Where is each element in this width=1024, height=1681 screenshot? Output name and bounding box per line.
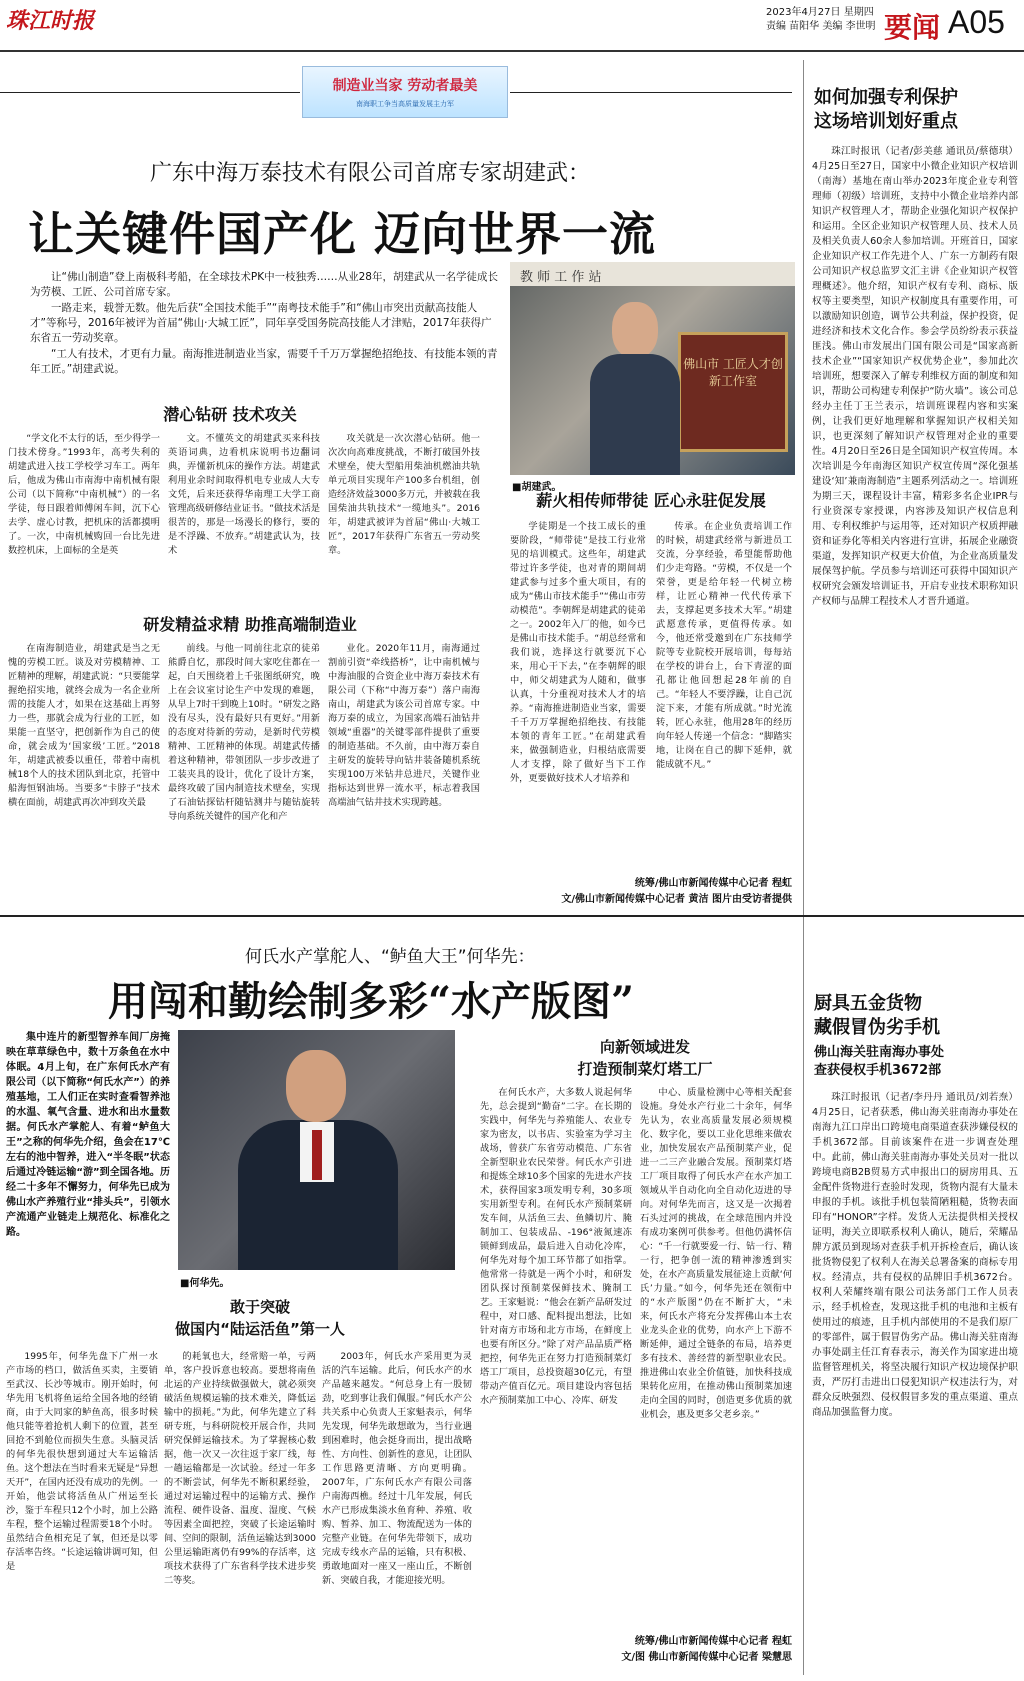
story1-col-c1: 学徒期是一个技工成长的重要阶段，“师带徒”是技工行业常见的培训模式。这些年，胡建武带过许多学徒，也对青的期间胡建武参与过多个重大项目，有的成为“佛山市技术能手”“佛山市劳动模范”。李朝辉是胡建武的徒弟之一。2002年入厂的他，如今已是佛山市技术能手。“胡总经常和我们说，选择这行就要沉下心来，用心干下去，”在李朝辉的眼中，师父胡建武为人随和，做事认真，十分重视对技术人才的培养。“南海推进制造业当家，需要千千万万掌握绝招绝技、有技能本领的青年工匠。”在胡建武看来，做强制造业，归根结底需要人才支撑，除了做好当下工作外，更要做好技术人才培养和 bbox=[510, 521, 646, 784]
story2-col-a2: 的耗氧也大，经常赔一单，亏两单，客户投诉意也较高。要想将南鱼北运的产业持续做强做大，就必须突破活鱼规模运输的技术难关，降低运输中的损耗。”为此，何华先建立了科研专班，与科研院校开展合作，共同研究保鲜运输技术。为了掌握核心数据，他一次又一次往返于家厂线，每一趟运输都是一次试验。经过一年多的不断尝试，何华先不断积累经验，通过对运输过程中的运输方式、操作流程、硬件设备、温度、湿度、气候等因素全面把控，突破了长途运输时间、空间的限制，活鱼运输达到3000公里运输距离仍有99%的存活率，这项技术获得了广东省科学技术进步奖二等奖。 bbox=[164, 1351, 316, 1586]
paper-logo: 珠江时报 bbox=[6, 8, 95, 34]
date-line: 2023年4月27日 星期四 责编 苗阳华 美编 李世明 bbox=[766, 7, 876, 32]
story1-photo bbox=[510, 262, 795, 475]
story1-subhead-3: 薪火相传师带徒 匠心永驻促发展 bbox=[536, 491, 766, 510]
story2-col-a3: 2003年，何氏水产采用更为灵活的汽车运输。此后，何氏水产的水产品越来越发。“何总身上有一股韧劲，吃到事让我们佩服。”何氏水产公共关系中心负责人王家魁表示，何华先发现，何华先敢想敢为，当行业遇到困难时，他会挺身而出，提出战略性、方向性、创新性的意见，让团队工作思路更清晰、方向更明确。2007年，广东何氏水产有限公司落户南海西樵。经过十几年发展，何氏水产已形成集淡水鱼育种、养殖、收购、暂养、加工、物流配送为一体的完整产业链。在何华先带领下，成功完成专线水产品的运输，只有积极、勇敢地面对一座又一座山丘，不断创新、突破自我，才能迎接光明。 bbox=[322, 1351, 472, 1586]
story2-col-a1: 1995年，何华先盘下广州一水产市场的档口，做活鱼买卖，主要销至武汉、长沙等城市。刚开始时，何华先用飞机将鱼运给全国各地的经销商，由于大同家的鲈鱼高，很多时候他只能等着抢机人剩下的位置，甚至回抢不到舱位而损失生意。头脑灵活的何华先很快想到通过大车运输活鱼。这个想法在当时看来无疑是“异想天开”，在国内还没有成功的先例。一开始，他尝试将活鱼从广州运至长沙，鉴于车程只12个小时，加上公路车程，整个运输过程需要18个小时。虽然结合鱼相充足了氧，但还是以零存活率告终。“长途运输讲调可知，但是 bbox=[6, 1351, 158, 1572]
divider bbox=[0, 92, 300, 93]
sidebar2-subhead: 佛山海关驻南海办事处 查获侵权手机3672部 bbox=[814, 1045, 945, 1078]
sidebar1-headline: 如何加强专利保护 这场培训划好重点 bbox=[814, 87, 958, 132]
page-number: A05 bbox=[948, 4, 1005, 40]
portrait-figure bbox=[590, 292, 680, 475]
banner-subtitle: 南海职工争当高质量发展主力军 bbox=[356, 100, 454, 108]
story2-col-b2: 中心、质量检测中心等相关配套设施。身处水产行业二十余年，何华先认为，农业高质量发展必须规模化、数字化，要以工业化思维来做农业，加快发展农产品预制菜产业，促进一二三产业融合发展。预制菜灯塔工厂项目取得了何氏水产在水产加工领域从半自动化向全自动化迈进的导向。对何华先而言，这又是一次揭着石头过河的挑战，在全球范围内并没有成功案例可供参考。但他仍满怀信心：“千一行就要爱一行、钻一行、精一行，把争创一流的精神渗透到实处，在水产高质量发展征途上贡献‘何氏’力量。”如今，何华先还在领衔中的“水产版图”仍在不断扩大，“未来，何氏水产将充分发挥佛山本土农业龙头企业的优势，向水产上下游不断延伸，通过全链条的布局，培养更多有技术、善经营的新型职业农民。推进佛山农业全价值链，加快科技成果转化应用，在推动佛山预制菜加速走向全国的同时，创造更多优质的就业机会，惠及更多父老乡亲。” bbox=[640, 1087, 792, 1420]
story2-kicker: 何氏水产掌舵人、“鲈鱼大王”何华先： bbox=[245, 947, 535, 967]
story1-photo-caption: ■胡建武。 bbox=[512, 482, 562, 493]
story-separator bbox=[0, 915, 1024, 917]
story1-col-c2: 传承。在企业负责培训工作的时候，胡建武经常与新进员工交流，分享经验，希望能帮助他们少走弯路。“劳模，不仅是一个荣誉，更是给年轻一代树立榜样，让匠心精神一代代传承下去，支撑起更多技术大军。”胡建武愿意传承，更值得传承。如今，他还常受邀到在广东技师学院等专业院校开展培训，每每站在学校的讲台上，台下青涩的面孔都让他回想起28年前的自己。“年轻人不要浮躁，让自己沉淀下来，才能有所成就。”时光流转，匠心永驻，他用28年的经历向年轻人传递一个信念：“脚踏实地，让岗在自己的脚下延伸，就能成就不凡。” bbox=[656, 521, 792, 770]
story1-col-b1: 在南海制造业，胡建武是当之无愧的劳模工匠。谈及对劳模精神、工匠精神的理解，胡建武说：“只要能掌握绝招实地，就终会成为一名企业所需的技能人才，如果在这基础上再努力一些，那就会成为行业的工匠，如果能一直坚守，把创新作为自己的使命，就会成为‘国家级’工匠。”2018年，胡建武被委以重任，带着中南机械18个人的技术团队到北京，托管中船海恒钢油场。当要多“卡脖子”技术横在面前，胡建武再次冲到攻关最 bbox=[8, 643, 160, 808]
story2-subhead-1: 敢于突破 做国内“陆运活鱼”第一人 bbox=[175, 1298, 345, 1338]
story2-photo-caption: ■何华先。 bbox=[180, 1278, 230, 1289]
story2-headline: 用闯和勤绘制多彩“水产版图” bbox=[108, 978, 635, 1025]
story1-subhead-2: 研发精益求精 助推高端制造业 bbox=[143, 615, 357, 634]
story2-lead: 集中连片的新型智养车间厂房掩映在草草绿色中，数十万条鱼在水中体眠。4月上旬，在广东何氏水产有限公司（以下简称“何氏水产”）的养殖基地，工人们正在实时查看智养池的水温、氧气含量、进水和出水量数据。何氏水产掌舵人、有着“鲈鱼大王”之称的何华先介绍，鱼会在17℃左右的池中智养，进入“半冬眠”状态后通过冷链运输“游”到全国各地。历经二十多年不懈努力，何华先已成为佛山水产养殖行业“排头兵”，引领水产流通产业链走上规范化、标准化之路。 bbox=[6, 1032, 170, 1238]
story1-subhead-1: 潜心钻研 技术攻关 bbox=[163, 405, 297, 424]
column-divider bbox=[803, 60, 804, 1675]
story1-kicker: 广东中海万泰技术有限公司首席专家胡建武： bbox=[150, 161, 591, 186]
story1-headline: 让关键件国产化 迈向世界一流 bbox=[28, 207, 657, 261]
story1-col-b2: 前线。与他一同前往北京的徒弟熊爵自忆，那段时间大家吃住都在一起，白天围绕着上千张图纸研究，晚上在会议室讨论生产中发现的难题，从早上7时干到晚上10时。“研发之路没有尽头，没有最好只有更好。”用新的态度对待新的劳动，是新时代劳模精神、工匠精神的体现。胡建武传播着这种精神，带领团队一步步改进了工装夹具的设计，优化了设计方案，最终攻破了国内制造技术壁垒，实现了石油钻探钻杆随钻测井与随钻旋转导向系统关键件的国产化和产 bbox=[168, 643, 320, 822]
sidebar2-body: 珠江时报讯（记者/李丹丹 通讯员/刘若焘）4月25日，记者获悉，佛山海关驻南海办事处在南海九江口岸出口跨境电商渠道查获涉嫌侵权的手机3672部。目前该案件在进一步调查处理中。此前，佛山海关驻南海办事处关员对一批以跨境电商B2B贸易方式申报出口的厨房用具、五金配件货物进行查验时发现，货物内混有大量未申报的手机。该批手机包装简陋粗糙，货物表面印有“HONOR”字样。发货人无法提供相关授权证明，海关立即联系权利人确认，随后，荣耀品牌方派员到现场对查获手机开拆检查后，确认该批货物侵犯了权利人在海关总署备案的商标专用权。经清点，共有侵权的品牌旧手机3672台。权利人荣耀终端有限公司法务部门工作人员表示，经手机检查，发现这批手机的电池和主板有使用过的痕迹，且手机内部使用的不是我们原厂的零部件，属于假冒伪劣产品。佛山海关驻南海办事处副主任江育春表示，海关作为国家进出境监督管理机关，将坚决履行知识产权边境保护职责，严厉打击进出口侵犯知识产权违法行为，对群众反映强烈、侵权假冒多发的重点渠道、重点商品加强监督力度。 bbox=[812, 1092, 1018, 1418]
campaign-banner bbox=[302, 66, 508, 118]
section-label: 要闻 bbox=[884, 11, 941, 44]
story1-col-a1: “学文化不太行的话，至少得学一门技术傍身。”1993年，高考失利的胡建武进入技工学校学习车工。两年后，他成为佛山市南海中南机械有限公司（以下简称“中南机械”）的一名学徒，每日跟着师傅闲车间，沉下心去学、虚心讨教，把机床的活都摸明了。一次，中南机械购回一台比先进数控机床，上面标的全是英 bbox=[8, 433, 160, 556]
photo-sign-text: 教 师 工 作 站 bbox=[510, 262, 795, 286]
banner-title: 制造业当家 劳动者最美 bbox=[332, 78, 478, 94]
story1-signature: 统筹/佛山市新闻传媒中心记者 程虹 文/佛山市新闻传媒中心记者 黄洁 图片由受访者提供 bbox=[561, 878, 792, 905]
photo-plaque-text: 佛山市 工匠人才创新工作室 bbox=[678, 332, 788, 452]
masthead bbox=[0, 0, 1024, 52]
story1-col-a3: 攻关就是一次次潜心钻研。他一次次向高难度挑战，不断打破国外技术壁垒，使大型船用柴油机燃油共轨单元项目实现年产100多台机组，创造经济效益3000多万元，并被载在我国柴油共轨技术“一缆地头”。2016年，胡建武被评为首届“佛山·大城工匠”，2017年获得广东省五一劳动奖章。 bbox=[328, 433, 480, 556]
story2-subhead-2: 向新领域进发 打造预制菜灯塔工厂 bbox=[577, 1038, 713, 1078]
story1-col-b3: 业化。2020年11月，南海通过割前引资“牵线搭桥”，让中南机械与中海油服的合资企业中海万泰技术有限公司（下称“中海万泰”）落户南海南山，胡建武为该公司首席专家。中海万泰的成立，为国家高端石油钻井领域“重器”的关键零部件提供了重要的制造基础。不久前，由中海万泰自主研发的旋转导向钻井装备随机系统实现100万米钻井总进尺，关键作业指标达到世界一流水平，标志着我国高端油气钻井技术实现跨越。 bbox=[328, 643, 480, 808]
story2-photo bbox=[178, 1030, 455, 1270]
story2-signature: 统筹/佛山市新闻传媒中心记者 程虹 文/图 佛山市新闻传媒中心记者 梁慧思 bbox=[621, 1636, 792, 1663]
sidebar2-headline: 厨具五金货物 藏假冒伪劣手机 bbox=[814, 993, 940, 1038]
divider bbox=[510, 92, 792, 93]
story1-col-a2: 文。不懂英文的胡建武买来科技英语词典，边看机床说明书边翻词典，弄懂新机床的操作方法。胡建武利用业余时间取得机电专业成人大专文凭，后来还获得华南理工大学工商管理高级研修结业证书。“做技术活是很苦的，那是一场漫长的修行，要的是不浮躁、不放弃。”胡建武认为，技术 bbox=[168, 433, 320, 556]
story2-col-b1: 在何氏水产，大多数人说起何华先，总会提到“勤奋”二字。在长期的实践中，何华先与养殖能人、农业专家为密友，以书店、实验室为学习主战场，曾获广东省劳动模范、广东省全新型职业农民荣誉。何氏水产引进和提炼全球10多个国家的先进水产技术，获得国家3项发明专利，30多项实用新型专利。在何氏水产预制菜研发车间，从活鱼三去、鱼鳞切片、腌制加工、包装成品、-196°液氮速冻锁鲜到成品，最后进入自动化冷库，何华先对每个加工环节都了如指掌。他常常一待就是一两个小时，和研发团队探讨预制菜保鲜技术、腌制工艺。王家魁说：“他会在新产品研发过程中，对口感、配料提出想法，比如针对南方市场和北方市场，在鲜度上也要有所区分。”除了对产品品质严格把控，何华先正在努力打造预制菜灯塔工厂项目，总投资超30亿元，有望带动产值百亿元。项目建设内容包括水产预制菜加工中心、冷库、研发 bbox=[480, 1087, 632, 1406]
story1-lead: 让“佛山制造”登上南极科考船，在全球技术PK中一枝独秀……从业28年，胡建武从一名学徒成长为劳模、工匠、公司首席专家。 一路走来，载誉无数。他先后获“全国技术能手”“南粤技术能手”和“佛山市突出贡献高技能人才”等称号，2016年被评为首届“佛山·大城工匠”，同年享受国务院高技能人才津贴，2017年获得广东省五一劳动奖章。 “工人有技术，才更有力量。南海推进制造业当家，需要千千万万掌握绝招绝技、有技能本领的青年工匠。”胡建武说。 bbox=[30, 271, 498, 375]
sidebar1-body: 珠江时报讯（记者/彭美慈 通讯员/蔡德琪）4月25日至27日，国家中小微企业知识产权培训（南海）基地在南山举办2023年度企业专利管理师（初级）培训班，支持中小微企业培养内部知识产权管理人才，帮助企业强化知识产权保护和运用。全区企业知识产权管理人员、技术人员及相关负责人60余人参加培训。开班首日，国家企业知识产权工作先进个人、广东一方制药有限公司知识产权总监罗文汇主讲《企业知识产权管理概述》。他介绍，知识产权有专利、商标、版权等主要类型，知识产权制度具有重要作用，可以激励知识创造，调节公共利益，保护投资，促进经济和技术文化合作。参会学员纷纷表示获益匪浅。佛山市发展出门国有限公司是“国家高新技术企业”“国家知识产权优势企业”，参加此次培训班，想要深入了解专利维权方面的制度和知识，帮助公司构建专利保护“防火墙”。该公司总经办主任丁王兰表示，培训班课程内容和实案例，让我们更好地理解和掌握知识产权相关知识，也更深刻了解知识产权管理对企业的重要性。4月20日至26日是全国知识产权宣传周。本次培训是今年南海区知识产权宣传周“深化强基建设‘知’兼南海制造”主题系列活动之一。培训班为期三天，课程设计丰富，精彩多名企业IPR与行业资深专家授课，内容涉及知识产权信息利用、专利权维护与运用等，还对知识产权质押融资和证券化等相关内容进行宣讲，拓展企业融资渠道，发挥知识产权更大价值，为企业高质量发展保驾护航。学员参与培训还可获得中国知识产权研究会颁发培训证书，开启专业技术职称知识产权师与品牌工程技术人才晋升通道。 bbox=[812, 146, 1018, 607]
